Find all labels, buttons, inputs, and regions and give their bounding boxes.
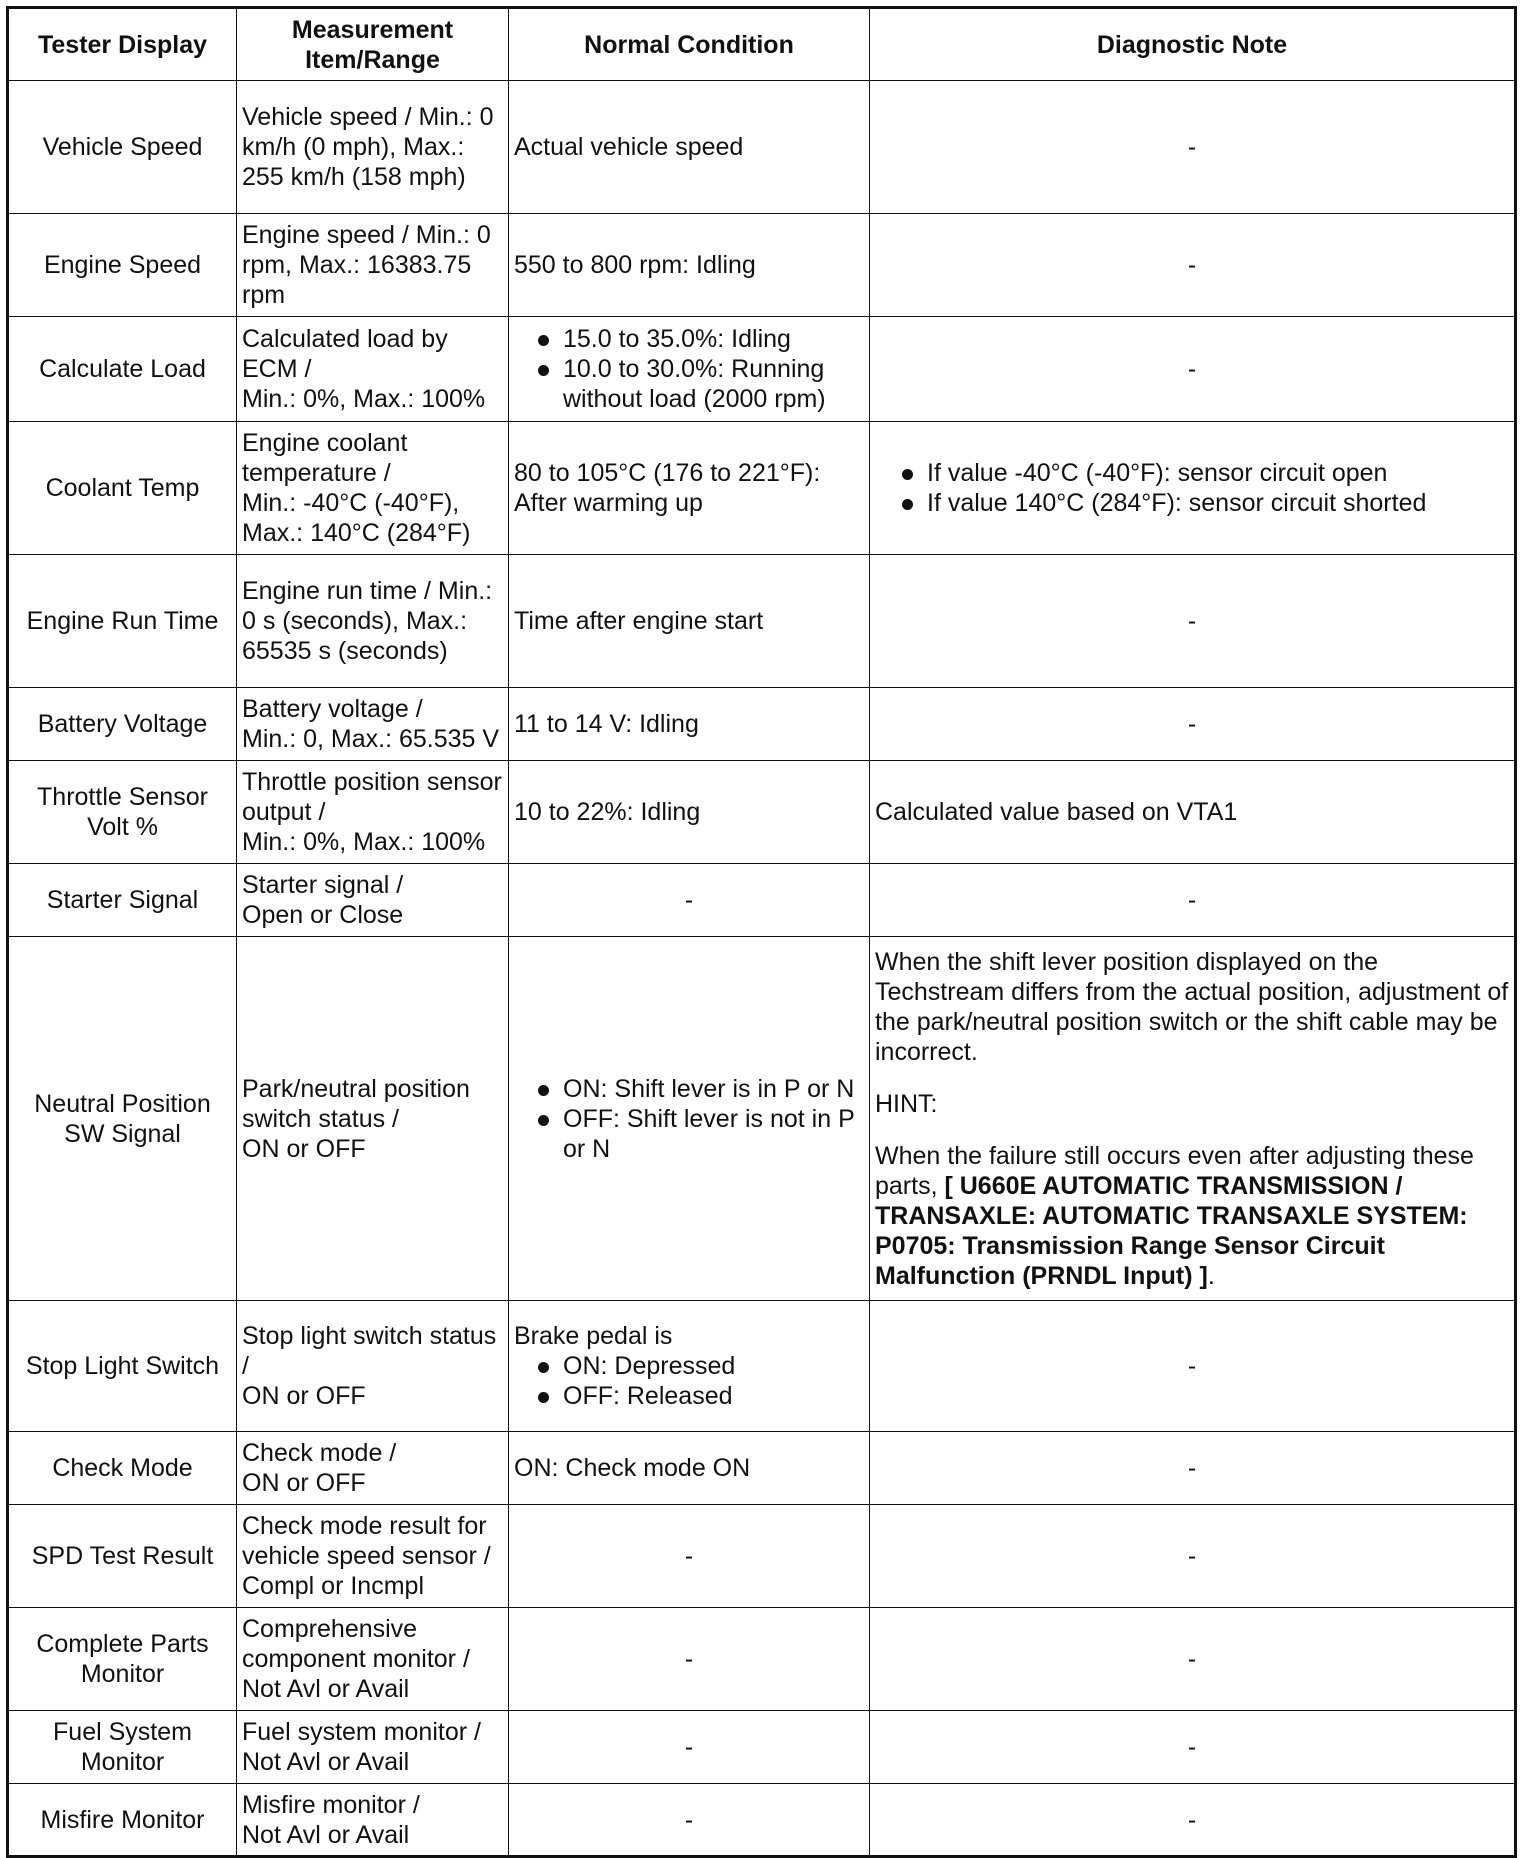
measurement-line: Misfire monitor / <box>242 1790 420 1819</box>
normal-condition-cell: Actual vehicle speed <box>509 81 870 214</box>
tester-display-cell: Stop Light Switch <box>8 1301 237 1432</box>
tester-display-cell: SPD Test Result <box>8 1505 237 1608</box>
tester-display-cell: Fuel System Monitor <box>8 1711 237 1784</box>
table-row <box>8 864 1516 937</box>
note-text: When the failure still occurs even after adjusting these parts, <box>875 1141 1474 1200</box>
tester-display-cell: Battery Voltage <box>8 688 237 761</box>
measurement-line: Open or Close <box>242 901 404 929</box>
measurement-cell <box>237 1711 509 1784</box>
measurement-line: ON or OFF <box>242 1469 366 1497</box>
bullet-item: OFF: Released <box>514 1381 864 1411</box>
measurement-cell <box>237 864 509 937</box>
measurement-cell: Vehicle speed / Min.: 0 km/h (0 mph), Max.: 255 km/h (158 mph) <box>237 81 509 214</box>
bullet-item: 10.0 to 30.0%: Running without load (2000 rpm) <box>514 354 864 414</box>
bullet-item: OFF: Shift lever is not in P or N <box>514 1104 864 1164</box>
diagnostic-note-cell <box>870 422 1516 555</box>
measurement-line: Not Avl or Avail <box>242 1675 410 1703</box>
bullet-item: ON: Shift lever is in P or N <box>514 1074 864 1104</box>
normal-condition-cell: 10 to 22%: Idling <box>509 761 870 864</box>
measurement-line: Min.: 0, Max.: 65.535 V <box>242 725 500 753</box>
table-row <box>8 1711 1516 1784</box>
measurement-cell <box>237 1505 509 1608</box>
bullet-item: ON: Depressed <box>514 1351 864 1381</box>
tester-display-cell: Complete Parts Monitor <box>8 1608 237 1711</box>
table-row <box>8 1432 1516 1505</box>
measurement-cell: Engine speed / Min.: 0 rpm, Max.: 16383.75 rpm <box>237 214 509 317</box>
measurement-line: Battery voltage / <box>242 695 423 723</box>
normal-condition-cell: - <box>509 864 870 937</box>
measurement-cell <box>237 422 509 555</box>
diagnostic-note-cell: - <box>870 1301 1516 1432</box>
normal-intro: Brake pedal is <box>514 1322 673 1350</box>
normal-condition-cell: 80 to 105°C (176 to 221°F): After warming up <box>509 422 870 555</box>
diagnostic-note-cell: - <box>870 1711 1516 1784</box>
normal-condition-cell: - <box>509 1608 870 1711</box>
diagnostic-note-cell: - <box>870 317 1516 422</box>
tester-display-cell: Misfire Monitor <box>8 1784 237 1857</box>
table-row <box>8 422 1516 555</box>
measurement-cell <box>237 1301 509 1432</box>
measurement-line: Park/neutral position switch status / <box>242 1074 470 1133</box>
measurement-line: Min.: 0%, Max.: 100% <box>242 385 486 413</box>
measurement-line: Not Avl or Avail <box>242 1820 410 1849</box>
tester-display-cell: Starter Signal <box>8 864 237 937</box>
diagnostic-note-cell: - <box>870 688 1516 761</box>
note-paragraph <box>875 1141 1509 1291</box>
measurement-line: Fuel system monitor / <box>242 1718 481 1746</box>
measurement-line: Check mode result for vehicle speed sensor / <box>242 1512 491 1570</box>
table-row <box>8 214 1516 317</box>
bullet-item: If value 140°C (284°F): sensor circuit shorted <box>875 488 1509 518</box>
bullet-item: 15.0 to 35.0%: Idling <box>514 324 864 354</box>
measurement-line: Min.: -40°C (-40°F), Max.: 140°C (284°F) <box>242 489 471 547</box>
tester-display-cell: Vehicle Speed <box>8 81 237 214</box>
normal-condition-cell <box>509 1301 870 1432</box>
measurement-line: Not Avl or Avail <box>242 1748 410 1776</box>
table-header-row <box>8 8 1516 81</box>
table-row <box>8 688 1516 761</box>
measurement-line: Compl or Incmpl <box>242 1572 424 1600</box>
tester-display-cell: Throttle Sensor Volt % <box>8 761 237 864</box>
normal-condition-cell <box>509 317 870 422</box>
diagnostic-note-cell: - <box>870 214 1516 317</box>
measurement-cell <box>237 937 509 1301</box>
diagnostic-note-cell <box>870 937 1516 1301</box>
diagnostic-note-cell: Calculated value based on VTA1 <box>870 761 1516 864</box>
tester-display-cell: Check Mode <box>8 1432 237 1505</box>
table-row <box>8 937 1516 1301</box>
note-text: . <box>1207 1261 1215 1290</box>
normal-bullet-list <box>514 324 864 414</box>
measurement-cell <box>237 317 509 422</box>
diagnostic-note-cell: - <box>870 555 1516 688</box>
measurement-cell <box>237 1608 509 1711</box>
tester-display-cell: Calculate Load <box>8 317 237 422</box>
measurement-line: Min.: 0%, Max.: 100% <box>242 828 486 856</box>
measurement-line: Engine coolant temperature / <box>242 429 408 487</box>
diagnostic-note-cell: - <box>870 1432 1516 1505</box>
measurement-line: Comprehensive component monitor / <box>242 1615 470 1673</box>
bullet-item: If value -40°C (-40°F): sensor circuit open <box>875 458 1509 488</box>
measurement-cell <box>237 761 509 864</box>
normal-condition-cell: 550 to 800 rpm: Idling <box>509 214 870 317</box>
normal-condition-cell: - <box>509 1711 870 1784</box>
table-row <box>8 761 1516 864</box>
note-hint: HINT: <box>875 1089 938 1118</box>
normal-condition-cell: 11 to 14 V: Idling <box>509 688 870 761</box>
table-row <box>8 1505 1516 1608</box>
tester-display-cell: Neutral Position SW Signal <box>8 937 237 1301</box>
note-bullet-list <box>875 458 1509 518</box>
table-row <box>8 1608 1516 1711</box>
note-paragraph: When the shift lever position displayed on the Techstream differs from the actual position, adjustment of the park/neutral position switch or the shift cable may be incorrect. <box>875 947 1509 1066</box>
diagnostic-note-cell: - <box>870 1608 1516 1711</box>
measurement-line: Calculated load by ECM / <box>242 325 448 383</box>
normal-condition-cell <box>509 937 870 1301</box>
reference-link[interactable]: [ U660E AUTOMATIC TRANSMISSION / TRANSAXLE: AUTOMATIC TRANSAXLE SYSTEM: P0705: Transmission Range Sensor Circuit Malfunction (PRNDL Input) ] <box>875 1171 1468 1290</box>
table-row <box>8 317 1516 422</box>
diagnostic-note-cell: - <box>870 1784 1516 1857</box>
table-row <box>8 1784 1516 1857</box>
measurement-cell <box>237 688 509 761</box>
measurement-cell <box>237 1432 509 1505</box>
table-row <box>8 555 1516 688</box>
diagnostic-note-cell: - <box>870 864 1516 937</box>
header-tester-display: Tester Display <box>8 8 237 81</box>
measurement-line: Stop light switch status / <box>242 1322 497 1380</box>
measurement-line: Starter signal / <box>242 871 404 899</box>
measurement-line: Throttle position sensor output / <box>242 768 502 826</box>
diagnostic-note-cell: - <box>870 81 1516 214</box>
header-normal-condition: Normal Condition <box>509 8 870 81</box>
measurement-cell: Engine run time / Min.: 0 s (seconds), Max.: 65535 s (seconds) <box>237 555 509 688</box>
tester-display-cell: Engine Speed <box>8 214 237 317</box>
measurement-line: ON or OFF <box>242 1382 366 1410</box>
measurement-cell <box>237 1784 509 1857</box>
header-measurement-item-range: Measurement Item/Range <box>237 8 509 81</box>
normal-bullet-list <box>514 1351 864 1411</box>
data-list-table <box>6 6 1517 1858</box>
tester-display-cell: Coolant Temp <box>8 422 237 555</box>
table-row <box>8 1301 1516 1432</box>
normal-condition-cell: - <box>509 1784 870 1857</box>
header-diagnostic-note: Diagnostic Note <box>870 8 1516 81</box>
normal-condition-cell: Time after engine start <box>509 555 870 688</box>
measurement-line: ON or OFF <box>242 1134 366 1163</box>
normal-condition-cell: ON: Check mode ON <box>509 1432 870 1505</box>
tester-display-cell: Engine Run Time <box>8 555 237 688</box>
diagnostic-note-cell: - <box>870 1505 1516 1608</box>
measurement-line: Check mode / <box>242 1439 397 1467</box>
normal-condition-cell: - <box>509 1505 870 1608</box>
normal-bullet-list <box>514 1074 864 1164</box>
table-row <box>8 81 1516 214</box>
